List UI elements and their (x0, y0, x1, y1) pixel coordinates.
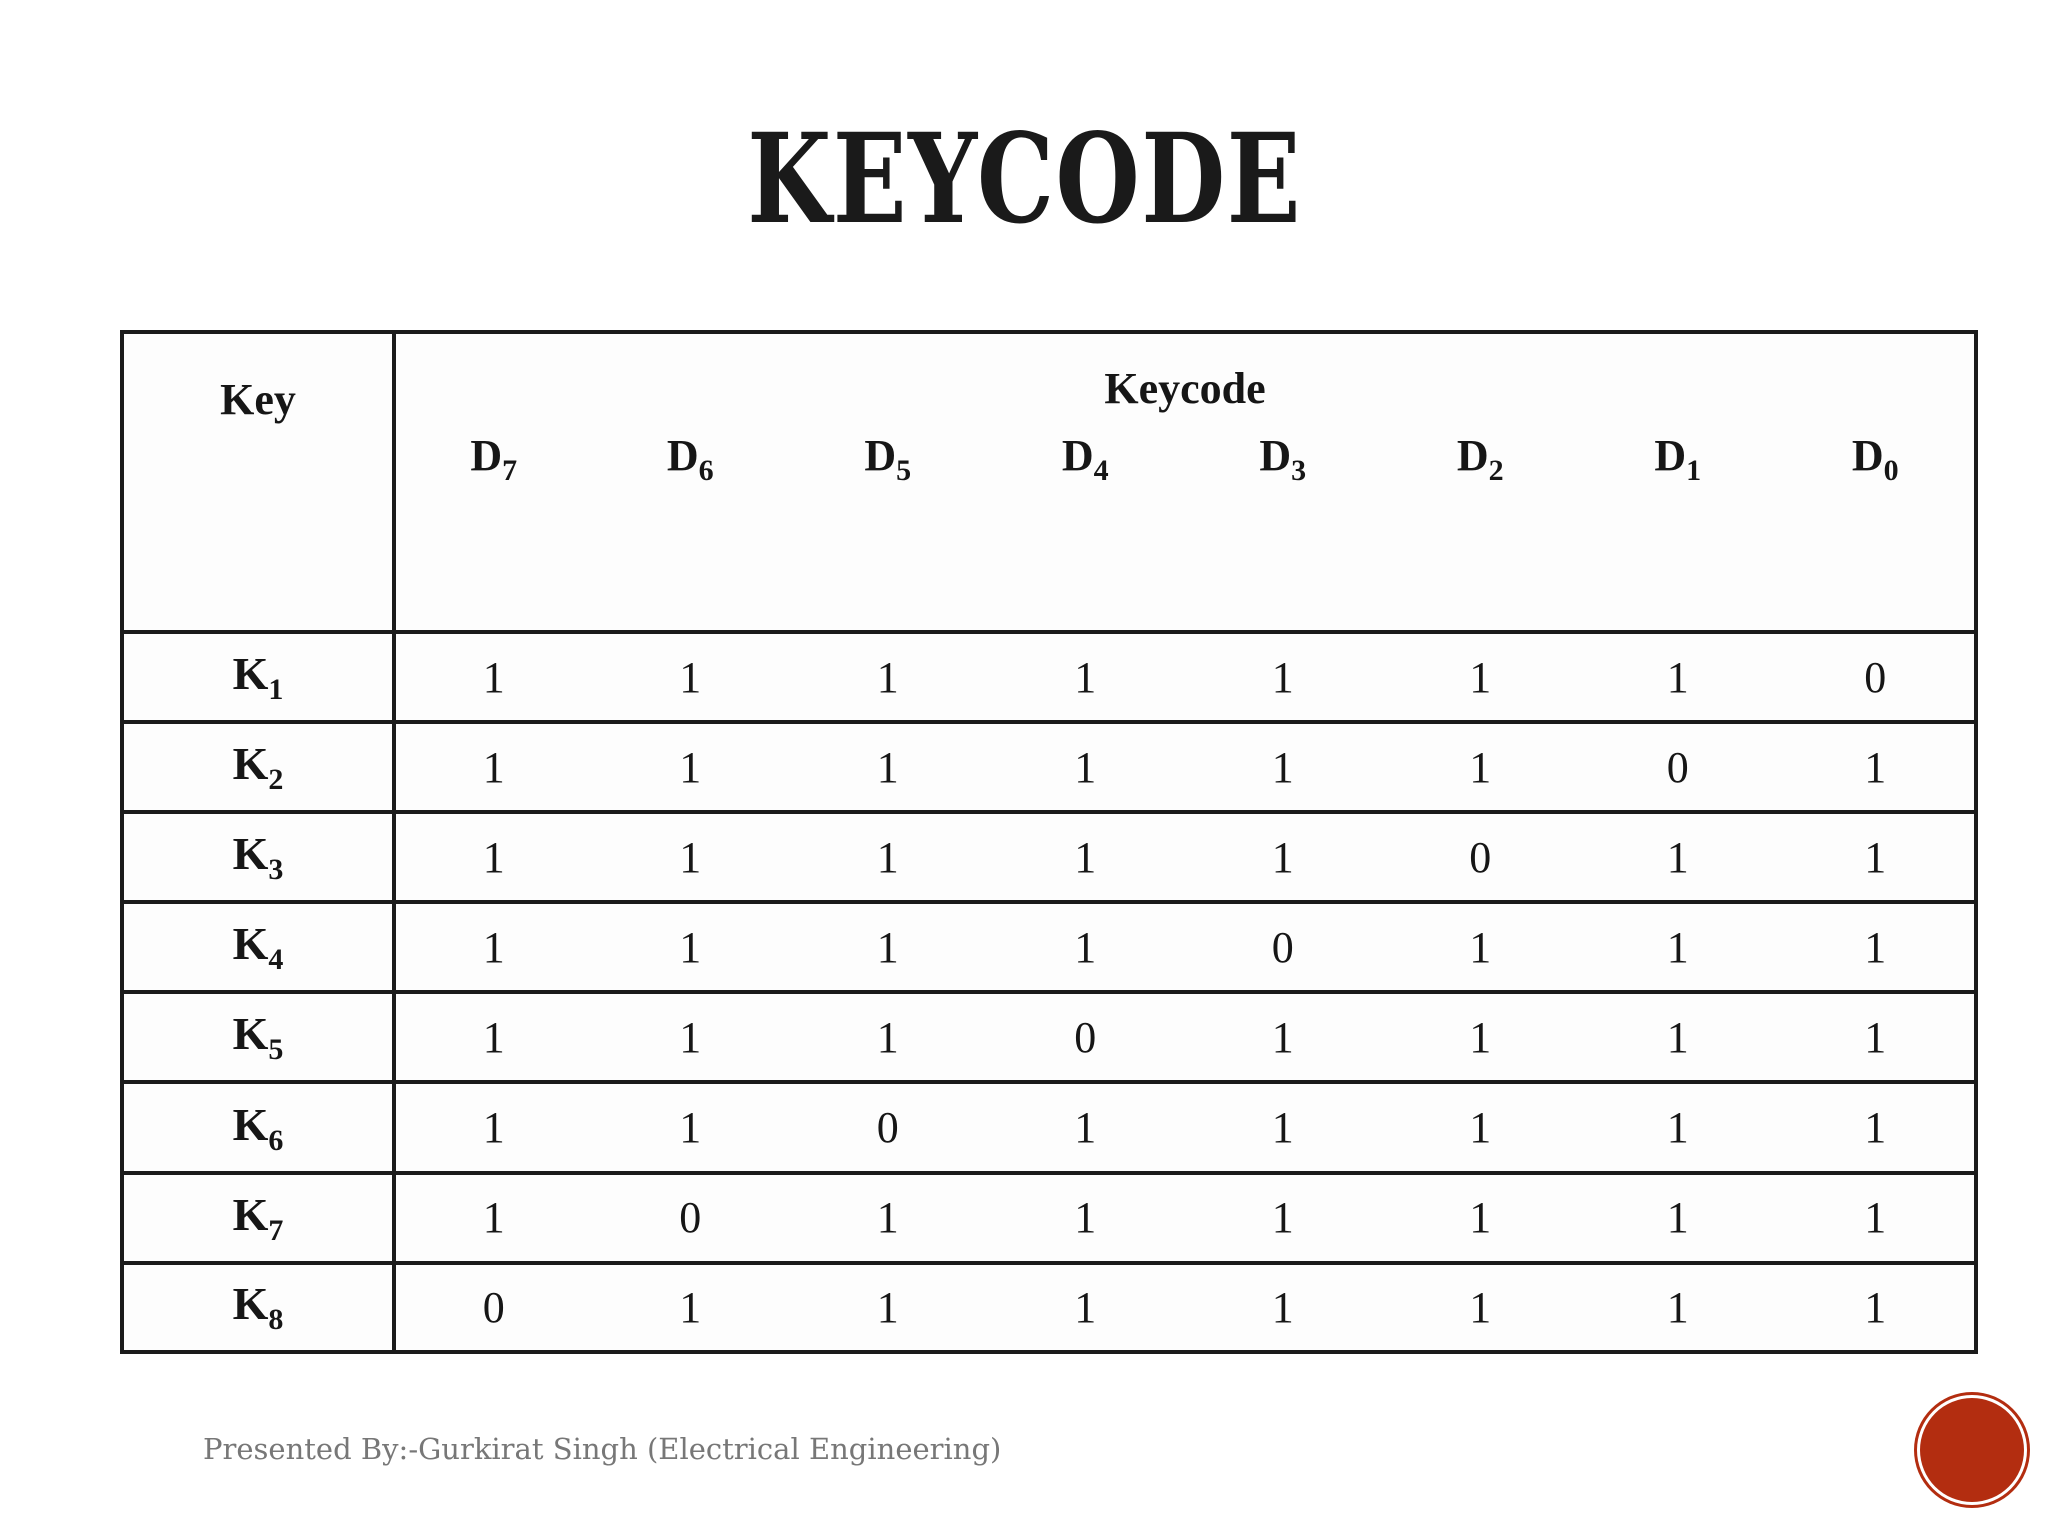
bit-value-cell: 1 (1666, 1193, 1689, 1243)
bit-header-index: 7 (502, 454, 518, 487)
bit-value-cell: 1 (1666, 832, 1689, 882)
key-letter: K (232, 1008, 269, 1060)
bit-value-cell: 1 (876, 1282, 899, 1332)
bit-header-letter: D (666, 431, 699, 480)
bit-value-cell: 1 (482, 1012, 505, 1062)
bit-header-letter: D (470, 431, 503, 480)
key-index: 2 (268, 763, 284, 797)
bit-value-cell: 1 (679, 652, 702, 702)
bit-value-cell: 0 (1271, 922, 1294, 972)
key-letter: K (232, 918, 269, 970)
bit-value-cell: 1 (1469, 1012, 1492, 1062)
bit-value-cell: 1 (482, 652, 505, 702)
bit-value-cell: 1 (679, 922, 702, 972)
bit-value-cell: 1 (876, 1012, 899, 1062)
bit-value-cell: 1 (482, 742, 505, 792)
presenter-footer: Presented By:-Gurkirat Singh (Electrical Engineering) (203, 1432, 1002, 1466)
bit-value-cell: 1 (1666, 652, 1689, 702)
key-letter: K (232, 1188, 269, 1240)
bit-value-cell: 1 (482, 922, 505, 972)
bit-header-letter: D (1456, 431, 1489, 480)
bit-value-cell: 1 (482, 1193, 505, 1243)
table-row-k4 (124, 902, 1974, 992)
bit-value-cell: 1 (1864, 1193, 1887, 1243)
bit-value-cell: 1 (876, 922, 899, 972)
bit-value-cell: 1 (1271, 1103, 1294, 1153)
key-letter: K (232, 738, 269, 790)
bit-value-cell: 1 (1271, 832, 1294, 882)
bit-value-cell: 1 (1469, 922, 1492, 972)
bit-header-letter: D (1061, 431, 1094, 480)
bit-value-cell: 1 (1074, 922, 1097, 972)
keycode-group-header: Keycode (1104, 364, 1266, 413)
bit-value-cell: 1 (1469, 1282, 1492, 1332)
bit-value-cell: 0 (482, 1282, 505, 1332)
key-letter: K (232, 1278, 269, 1330)
table-row-k8 (124, 1263, 1974, 1350)
bit-value-cell: 1 (482, 1103, 505, 1153)
key-cell (124, 722, 394, 812)
bit-value-cell: 1 (1469, 652, 1492, 702)
bit-value-cell: 1 (1666, 1012, 1689, 1062)
bit-value-cell: 1 (679, 1103, 702, 1153)
bit-header-d3 (1184, 420, 1382, 632)
key-letter: K (232, 648, 269, 700)
key-index: 3 (268, 853, 284, 887)
key-cell (124, 1263, 394, 1350)
bit-value-cell: 1 (1271, 742, 1294, 792)
bit-header-d0 (1777, 420, 1975, 632)
bit-value-cell: 1 (1666, 1282, 1689, 1332)
key-letter: K (232, 1098, 269, 1150)
key-index: 1 (268, 673, 284, 707)
bit-value-cell: 1 (876, 1193, 899, 1243)
bit-header-d6 (592, 420, 790, 632)
keycode-table-frame (120, 330, 1978, 1354)
bit-value-cell: 1 (1074, 1193, 1097, 1243)
bit-value-cell: 1 (1271, 652, 1294, 702)
bit-value-cell: 0 (679, 1193, 702, 1243)
bit-value-cell: 1 (1074, 742, 1097, 792)
bit-header-d4 (987, 420, 1185, 632)
bit-header-d2 (1382, 420, 1580, 632)
bit-value-cell: 1 (1469, 742, 1492, 792)
bit-header-letter: D (1259, 431, 1292, 480)
key-index: 5 (268, 1033, 284, 1067)
bit-value-cell: 1 (1864, 1103, 1887, 1153)
key-cell (124, 812, 394, 902)
bit-value-cell: 1 (1271, 1012, 1294, 1062)
bit-value-cell: 1 (1864, 832, 1887, 882)
bit-header-index: 1 (1686, 454, 1702, 487)
bit-value-cell: 1 (1666, 1103, 1689, 1153)
bit-value-cell: 0 (1666, 742, 1689, 792)
bit-value-cell: 1 (1666, 922, 1689, 972)
bit-value-cell: 1 (679, 742, 702, 792)
bit-header-letter: D (864, 431, 897, 480)
bit-value-cell: 1 (1271, 1282, 1294, 1332)
bit-header-index: 3 (1291, 454, 1307, 487)
key-cell (124, 1173, 394, 1263)
key-cell (124, 902, 394, 992)
bit-value-cell: 1 (1074, 652, 1097, 702)
bit-value-cell: 1 (876, 652, 899, 702)
key-index: 4 (268, 943, 284, 977)
key-cell (124, 992, 394, 1082)
slide-title: KEYCODE (747, 107, 1303, 252)
table-row-k1 (124, 632, 1974, 722)
bit-header-d5 (789, 420, 987, 632)
bit-value-cell: 1 (1074, 1103, 1097, 1153)
bit-value-cell: 1 (679, 832, 702, 882)
table-row-k2 (124, 722, 1974, 812)
table-row-k6 (124, 1082, 1974, 1172)
bit-value-cell: 1 (876, 742, 899, 792)
key-index: 8 (268, 1303, 284, 1337)
key-index: 6 (268, 1123, 284, 1157)
table-row-k7 (124, 1173, 1974, 1263)
bit-header-index: 2 (1488, 454, 1504, 487)
bit-header-index: 4 (1093, 454, 1109, 487)
key-cell (124, 1082, 394, 1172)
bit-value-cell: 1 (1074, 1282, 1097, 1332)
bit-value-cell: 1 (679, 1282, 702, 1332)
bit-value-cell: 1 (1864, 1282, 1887, 1332)
bit-value-cell: 0 (1864, 652, 1887, 702)
bit-header-d1 (1579, 420, 1777, 632)
table-row-k3 (124, 812, 1974, 902)
keycode-table (124, 334, 1974, 1350)
bit-value-cell: 1 (1469, 1193, 1492, 1243)
bit-value-cell: 1 (1864, 922, 1887, 972)
bit-value-cell: 1 (1864, 742, 1887, 792)
bit-value-cell: 1 (1864, 1012, 1887, 1062)
bit-header-letter: D (1654, 431, 1687, 480)
bit-header-row (124, 420, 1974, 632)
key-index: 7 (268, 1213, 284, 1247)
bit-value-cell: 1 (876, 832, 899, 882)
bit-value-cell: 1 (1469, 1103, 1492, 1153)
bit-value-cell: 1 (679, 1012, 702, 1062)
bit-header-letter: D (1851, 431, 1884, 480)
key-letter: K (232, 828, 269, 880)
bit-header-index: 6 (698, 454, 714, 487)
key-column-header: Key (124, 334, 394, 632)
bit-value-cell: 1 (1074, 832, 1097, 882)
bit-header-index: 5 (896, 454, 912, 487)
group-header-row (124, 334, 1974, 420)
bit-header-index: 0 (1883, 454, 1899, 487)
key-cell (124, 632, 394, 722)
bit-value-cell: 1 (1271, 1193, 1294, 1243)
bit-value-cell: 0 (876, 1103, 899, 1153)
bit-value-cell: 1 (482, 832, 505, 882)
table-row-k5 (124, 992, 1974, 1082)
bit-value-cell: 0 (1074, 1012, 1097, 1062)
bit-value-cell: 0 (1469, 832, 1492, 882)
slide-number-badge (1920, 1398, 2024, 1502)
bit-header-d7 (394, 420, 592, 632)
